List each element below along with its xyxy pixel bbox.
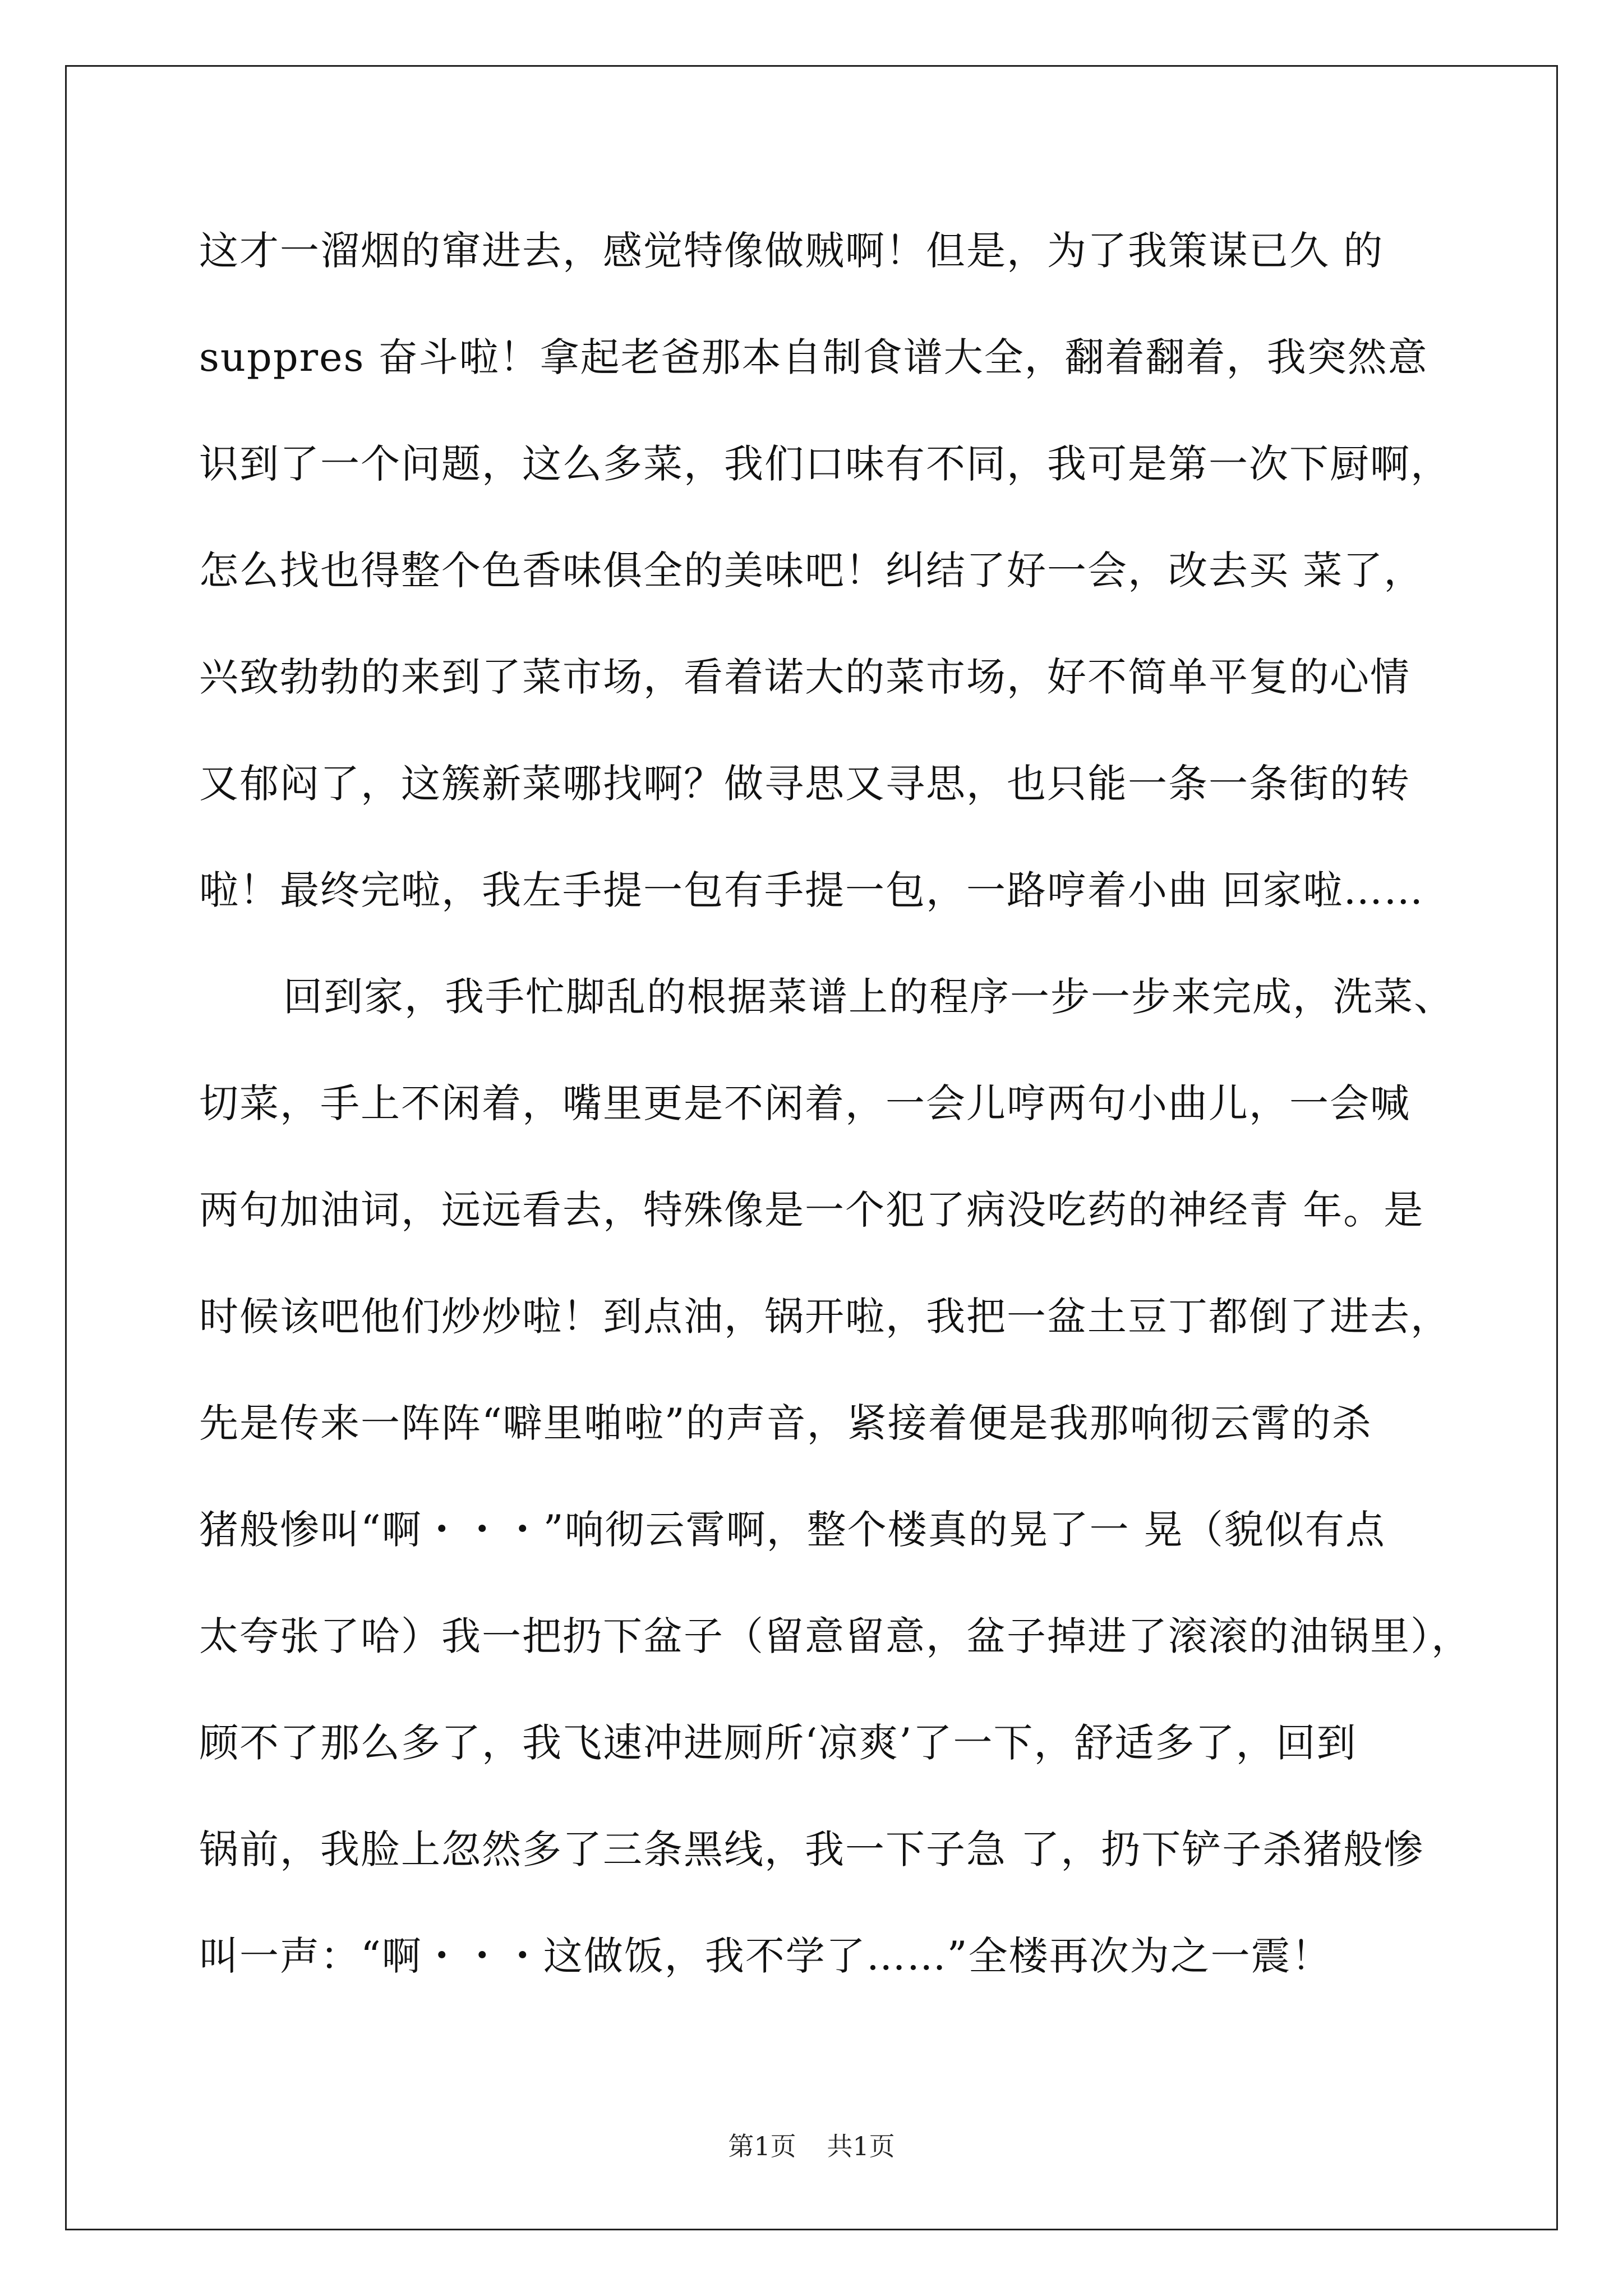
text-line: 啦！最终完啦，我左手提一包有手提一包，一路哼着小曲 回家啦…… xyxy=(199,867,1424,913)
text-line: 两句加油词，远远看去，特殊像是一个犯了病没吃药的神经青 年。是 xyxy=(199,1187,1424,1233)
text-line: 兴致勃勃的来到了菜市场，看着诺大的菜市场，好不简单平复的心情 xyxy=(199,654,1410,700)
text-line: 这才一溜烟的窜进去，感觉特像做贼啊！但是，为了我策谋已久 的 xyxy=(199,228,1384,274)
text-line: 又郁闷了，这簇新菜哪找啊？做寻思又寻思，也只能一条一条街的转 xyxy=(199,761,1410,807)
text-line: 叫一声：“啊・・・这做饭，我不学了……”全楼再次为之一震！ xyxy=(199,1933,1332,1979)
document-body xyxy=(199,220,1478,2032)
text-line: 猪般惨叫“啊・・・”响彻云霄啊，整个楼真的晃了一 晃（貌似有点 xyxy=(199,1507,1386,1553)
text-line: 顾不了那么多了，我飞速冲进厕所‘凉爽’了一下，舒适多了，回到 xyxy=(199,1720,1357,1766)
page-number: 第1页 xyxy=(728,2131,796,2161)
text-line: 锅前，我脸上忽然多了三条黑线，我一下子急 了，扔下铲子杀猪般惨 xyxy=(199,1826,1424,1872)
text-line: 识到了一个问题，这么多菜，我们口味有不同，我可是第一次下厨啊， xyxy=(199,441,1451,487)
text-line: 时候该吧他们炒炒啦！到点油，锅开啦，我把一盆土豆丁都倒了进去， xyxy=(199,1294,1451,1340)
page-total: 共1页 xyxy=(827,2131,895,2161)
text-line: 怎么找也得整个色香味俱全的美味吧！纠结了好一会，改去买 菜了， xyxy=(199,547,1424,593)
text-line: 先是传来一阵阵“噼里啪啦”的声音，紧接着便是我那响彻云霄的杀 xyxy=(199,1400,1372,1446)
page-footer xyxy=(0,2126,1623,2163)
paragraph-start-line: 回到家，我手忙脚乱的根据菜谱上的程序一步一步来完成，洗菜、 xyxy=(283,974,1454,1020)
text-line: suppres 奋斗啦！拿起老爸那本自制食谱大全，翻着翻着，我突然意 xyxy=(199,334,1428,380)
text-line: 太夸张了哈）我一把扔下盆子（留意留意，盆子掉进了滚滚的油锅里）， xyxy=(199,1613,1472,1659)
text-line: 切菜，手上不闲着，嘴里更是不闲着，一会儿哼两句小曲儿，一会喊 xyxy=(199,1080,1410,1126)
